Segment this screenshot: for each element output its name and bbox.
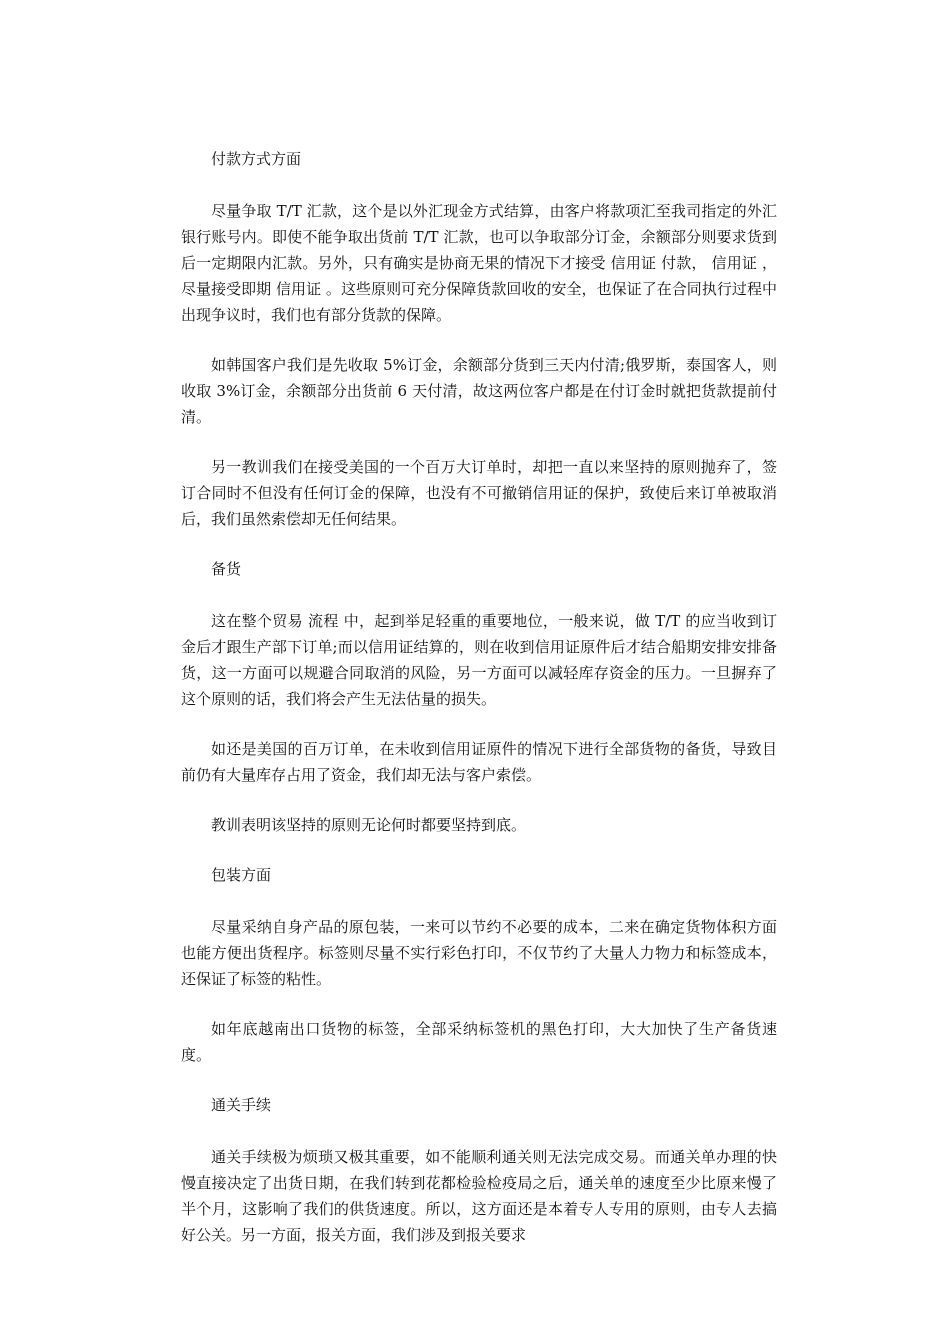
paragraph-us-order-lesson: 另一教训我们在接受美国的一个百万大订单时，却把一直以来坚持的原则抛弃了，签订合同时不但没有任何订金的保障，也没有不可撤销信用证的保护，致使后来订单被取消后，我们虽然索偿却无任何结果。 [181,458,777,528]
paragraph-vietnam-labels: 如年底越南出口货物的标签，全部采纳标签机的黑色打印，大大加快了生产备货速度。 [181,1020,777,1064]
paragraph-us-million-order: 如还是美国的百万订单，在未收到信用证原件的情况下进行全部货物的备货，导致目前仍有大量库存占用了资金，我们却无法与客户索偿。 [181,740,777,784]
paragraph-lesson: 教训表明该坚持的原则无论何时都要坚持到底。 [211,816,527,834]
section-heading-customs: 通关手续 [211,1096,272,1114]
paragraph-korea-client: 如韩国客户我们是先收取 5%订金，余额部分货到三天内付清;俄罗斯，泰国客人，则收取 3%订金，余额部分出货前 6 天付清，故这两位客户都是在付订金时就把货款提前付清。 [181,356,777,426]
section-heading-stock: 备货 [211,560,242,578]
document-page [181,146,777,1272]
section-heading-payment: 付款方式方面 [211,150,302,168]
paragraph-customs-procedure: 通关手续极为烦琐又极其重要，如不能顺利通关则无法完成交易。而通关单办理的快慢直接决定了出货日期，在我们转到花都检验检疫局之后，通关单的速度至少比原来慢了半个月，这影响了我们的供货速度。所以，这方面还是本着专人专用的原则，由专人去搞好公关。另一方面，报关方面，我们涉及到报关要求 [181,1148,777,1244]
paragraph-original-packaging: 尽量采纳自身产品的原包装，一来可以节约不必要的成本，二来在确定货物体积方面也能方便出货程序。标签则尽量不实行彩色打印，不仅节约了大量人力物力和标签成本，还保证了标签的粘性。 [181,918,777,988]
paragraph-tt-remittance: 尽量争取 T/T 汇款，这个是以外汇现金方式结算，由客户将款项汇至我司指定的外汇银行账号内。即使不能争取出货前 T/T 汇款，也可以争取部分订金，余额部分则要求货到后一定期限内汇款。另外，只有确实是协商无果的情况下才接受 信用证 付款， 信用证 ，尽量接受即期 信用证 。这些原则可充分保障货款回收的安全，也保证了在合同执行过程中出现争议时，我们也有部分货款的保障。 [181,202,777,324]
paragraph-trade-process: 这在整个贸易 流程 中，起到举足轻重的重要地位，一般来说，做 T/T 的应当收到订金后才跟生产部下订单;而以信用证结算的，则在收到信用证原件后才结合船期安排安排备货，这一方面可以规避合同取消的风险，另一方面可以减轻库存资金的压力。一旦摒弃了这个原则的话，我们将会产生无法估量的损失。 [181,612,777,708]
section-heading-packaging: 包装方面 [211,866,272,884]
